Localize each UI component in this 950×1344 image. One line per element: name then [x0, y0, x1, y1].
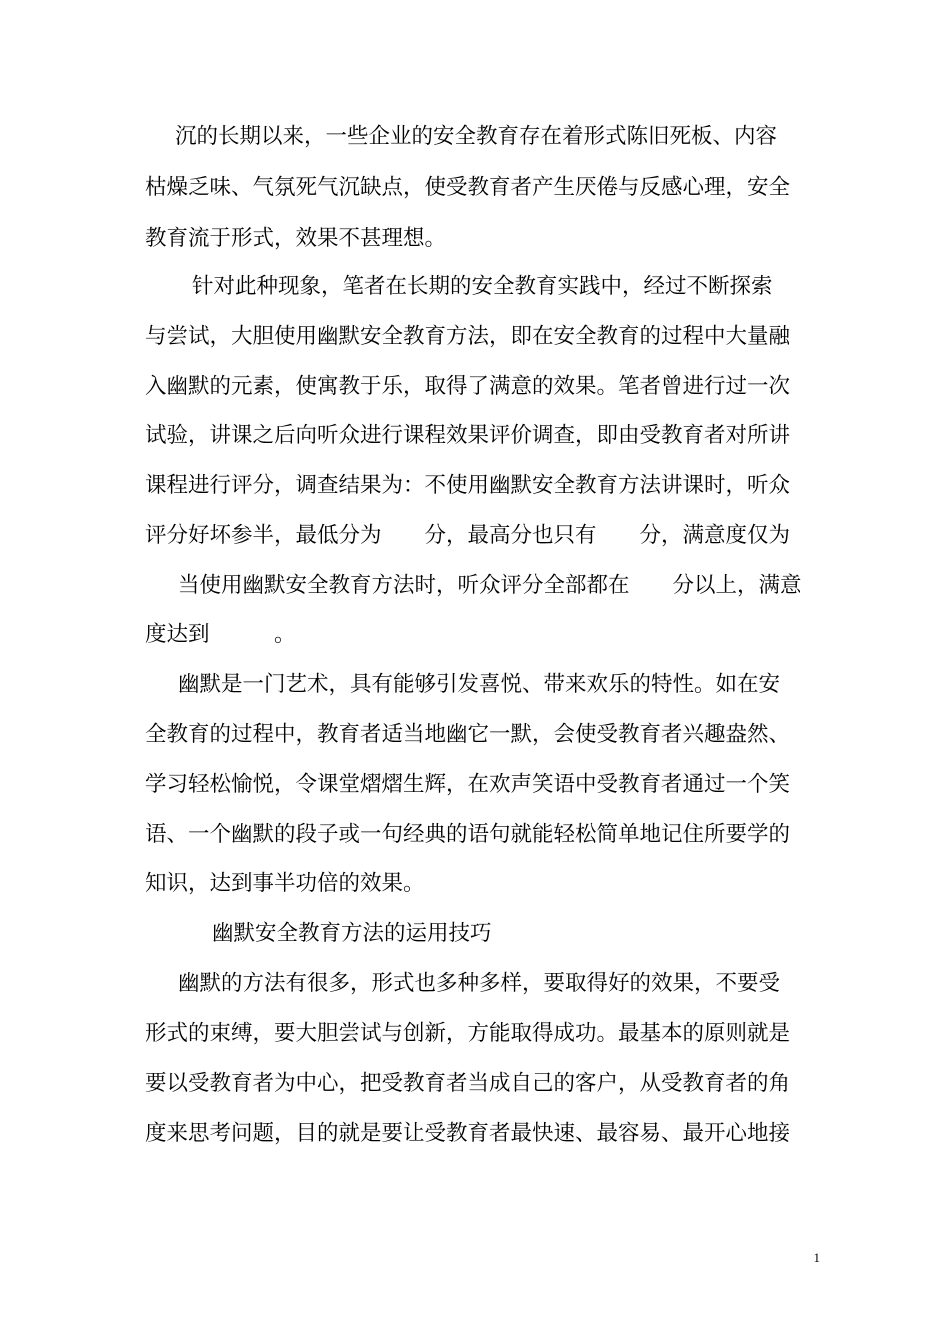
- text-line: 枯燥乏味、气氛死气沉缺点，使受教育者产生厌倦与反感心理，安全: [145, 175, 791, 200]
- text-line: 沉的长期以来，一些企业的安全教育存在着形式陈旧死板、内容: [175, 124, 778, 149]
- text-line: 幽默的方法有很多，形式也多种多样，要取得好的效果，不要受: [178, 971, 781, 996]
- text-line: 语、一个幽默的段子或一句经典的语句就能轻松简单地记住所要学的: [145, 822, 791, 847]
- text-line: 针对此种现象，笔者在长期的安全教育实践中，经过不断探索: [192, 274, 773, 299]
- text-line: 要以受教育者为中心，把受教育者当成自己的客户，从受教育者的角: [145, 1071, 791, 1096]
- text-line: 课程进行评分，调查结果为：不使用幽默安全教育方法讲课时，听众: [145, 473, 791, 498]
- text-line: 形式的束缚，要大胆尝试与创新，方能取得成功。最基本的原则就是: [145, 1021, 791, 1046]
- text-line: 教育流于形式，效果不甚理想。: [145, 226, 447, 251]
- text-line: 入幽默的元素，使寓教于乐，取得了满意的效果。笔者曾进行过一次: [145, 374, 791, 399]
- text-line: 与尝试，大胆使用幽默安全教育方法，即在安全教育的过程中大量融: [145, 324, 791, 349]
- text-line: 试验，讲课之后向听众进行课程效果评价调查，即由受教育者对所讲: [145, 423, 791, 448]
- text-line: 当使用幽默安全教育方法时，听众评分全部都在 分以上，满意: [178, 573, 802, 598]
- text-line: 度来思考问题，目的就是要让受教育者最快速、最容易、最开心地接: [145, 1121, 791, 1146]
- text-line: 全教育的过程中，教育者适当地幽它一默，会使受教育者兴趣盎然、: [145, 722, 791, 747]
- text-line: 度达到 。: [145, 622, 296, 647]
- text-line: 评分好坏参半，最低分为 分，最高分也只有 分，满意度仅为: [145, 523, 791, 548]
- text-line: 学习轻松愉悦，令课堂熠熠生辉，在欢声笑语中受教育者通过一个笑: [145, 772, 791, 797]
- text-line: 幽默是一门艺术，具有能够引发喜悦、带来欢乐的特性。如在安: [178, 672, 781, 697]
- section-heading: 幽默安全教育方法的运用技巧: [212, 921, 492, 946]
- text-line: 知识，达到事半功倍的效果。: [145, 871, 425, 896]
- page-number: 1: [813, 1250, 820, 1265]
